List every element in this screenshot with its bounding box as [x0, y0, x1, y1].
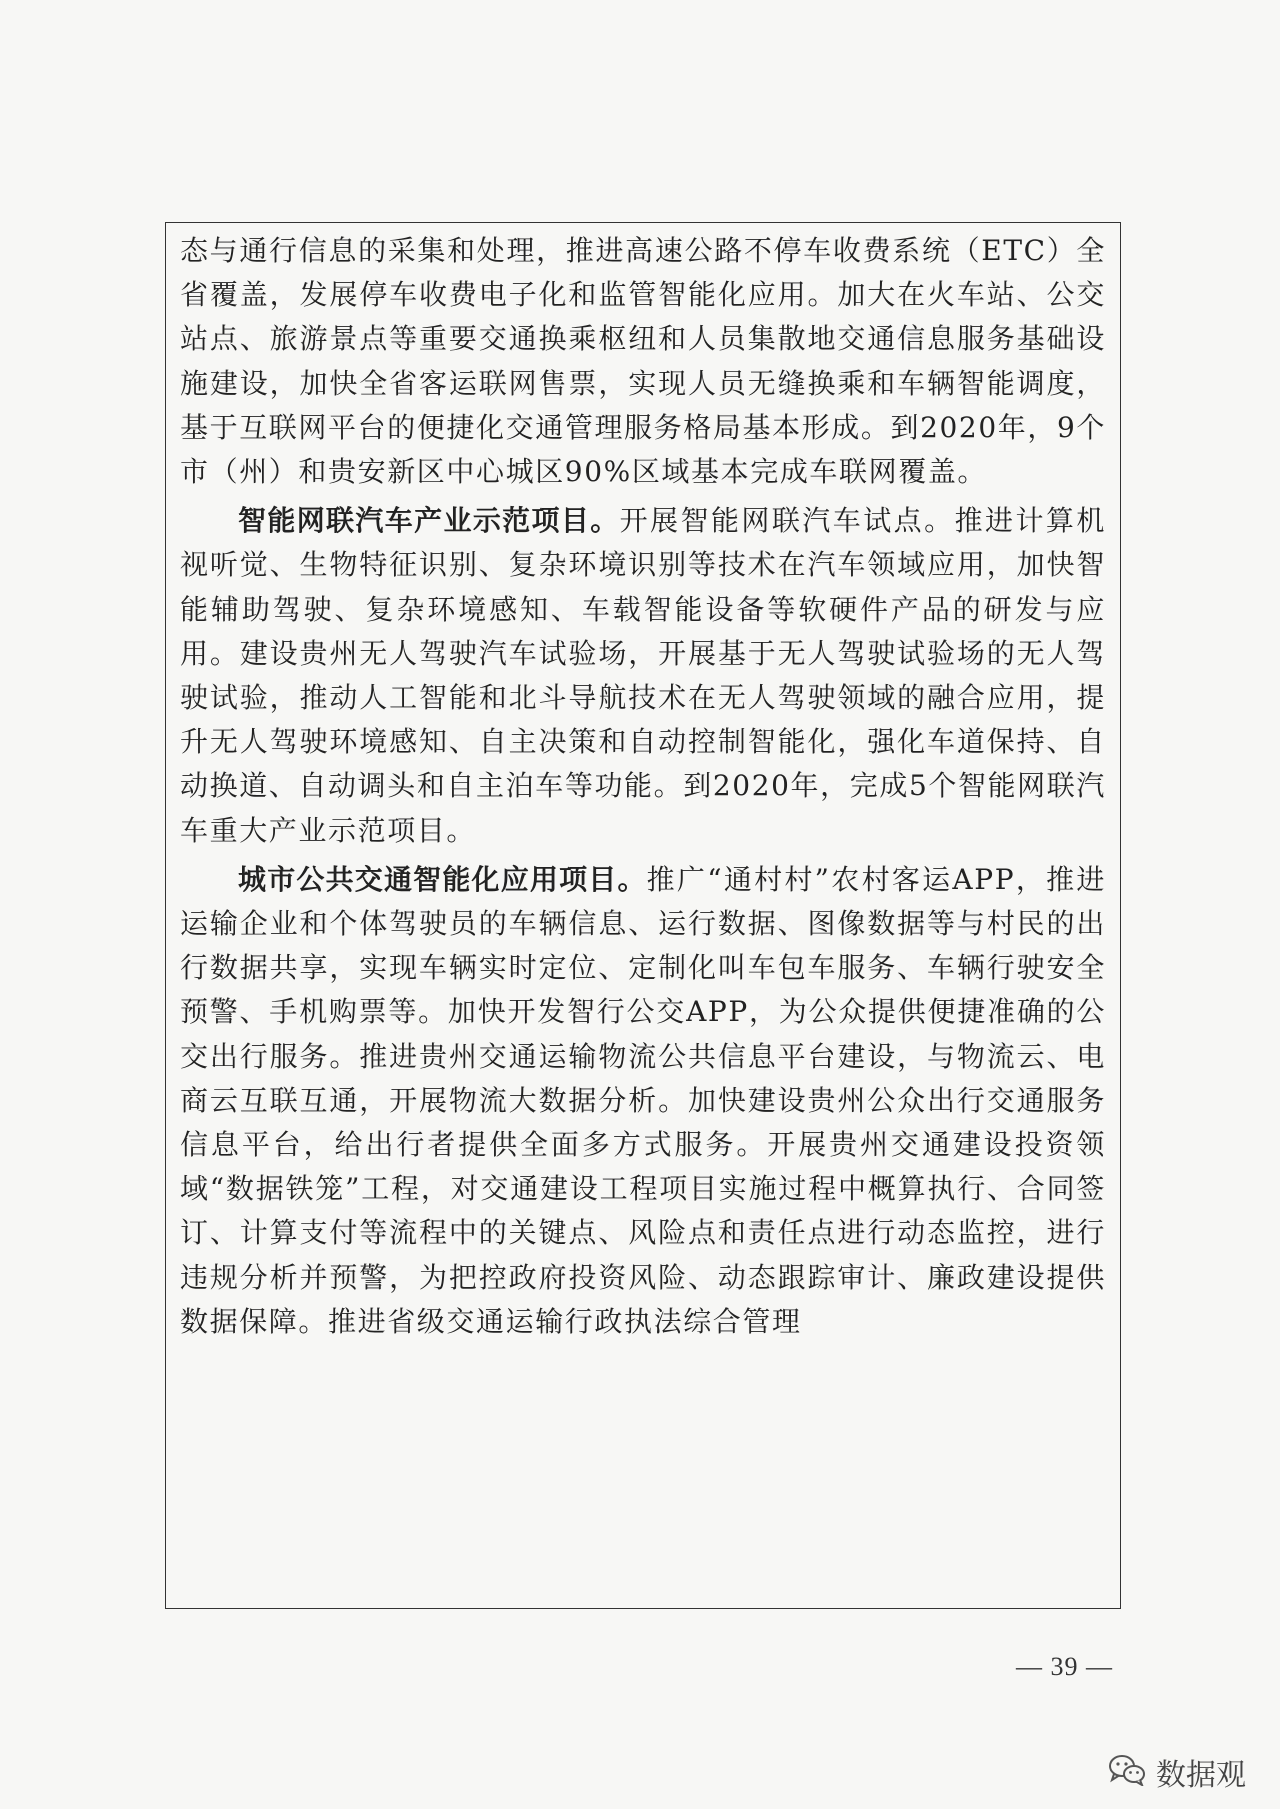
wechat-icon: [1108, 1754, 1146, 1790]
paragraph-1: [180, 229, 1106, 494]
paragraph-1-body: 态与通行信息的采集和处理，推进高速公路不停车收费系统（ETC）全省覆盖，发展停车收费电子化和监管智能化应用。加大在火车站、公交站点、旅游景点等重要交通换乘枢纽和人员集散地交通信息服务基础设施建设，加快全省客运联网售票，实现人员无缝换乘和车辆智能调度，基于互联网平台的便捷化交通管理服务格局基本形成。到2020年，9个市（州）和贵安新区中心城区90%区域基本完成车联网覆盖。: [180, 234, 1106, 489]
paragraph-2: [180, 499, 1106, 853]
watermark-text: 数据观: [1156, 1758, 1246, 1793]
paragraph-3-heading: 城市公共交通智能化应用项目。: [238, 862, 647, 896]
page-number: — 39 —: [1016, 1652, 1113, 1681]
paragraph-3-body: 推广“通村村”农村客运APP，推进运输企业和个体驾驶员的车辆信息、运行数据、图像数据等与村民的出行数据共享，实现车辆实时定位、定制化叫车包车服务、车辆行驶安全预警、手机购票等。加快开发智行公交APP，为公众提供便捷准确的公交出行服务。推进贵州交通运输物流公共信息平台建设，与物流云、电商云互联互通，开展物流大数据分析。加快建设贵州公众出行交通服务信息平台，给出行者提供全面多方式服务。开展贵州交通建设投资领域“数据铁笼”工程，对交通建设工程项目实施过程中概算执行、合同签订、计算支付等流程中的关键点、风险点和责任点进行动态监控，进行违规分析并预警，为把控政府投资风险、动态跟踪审计、廉政建设提供数据保障。推进省级交通运输行政执法综合管理: [180, 862, 1106, 1338]
content-frame: [165, 222, 1121, 1609]
paragraph-3: [180, 858, 1106, 1344]
watermark: [1108, 1750, 1246, 1794]
paragraph-2-heading: 智能网联汽车产业示范项目。: [238, 504, 620, 538]
paragraph-2-body: 开展智能网联汽车试点。推进计算机视听觉、生物特征识别、复杂环境识别等技术在汽车领域应用，加快智能辅助驾驶、复杂环境感知、车载智能设备等软硬件产品的研发与应用。建设贵州无人驾驶汽车试验场，开展基于无人驾驶试验场的无人驾驶试验，推动人工智能和北斗导航技术在无人驾驶领域的融合应用，提升无人驾驶环境感知、自主决策和自动控制智能化，强化车道保持、自动换道、自动调头和自主泊车等功能。到2020年，完成5个智能网联汽车重大产业示范项目。: [180, 504, 1106, 847]
